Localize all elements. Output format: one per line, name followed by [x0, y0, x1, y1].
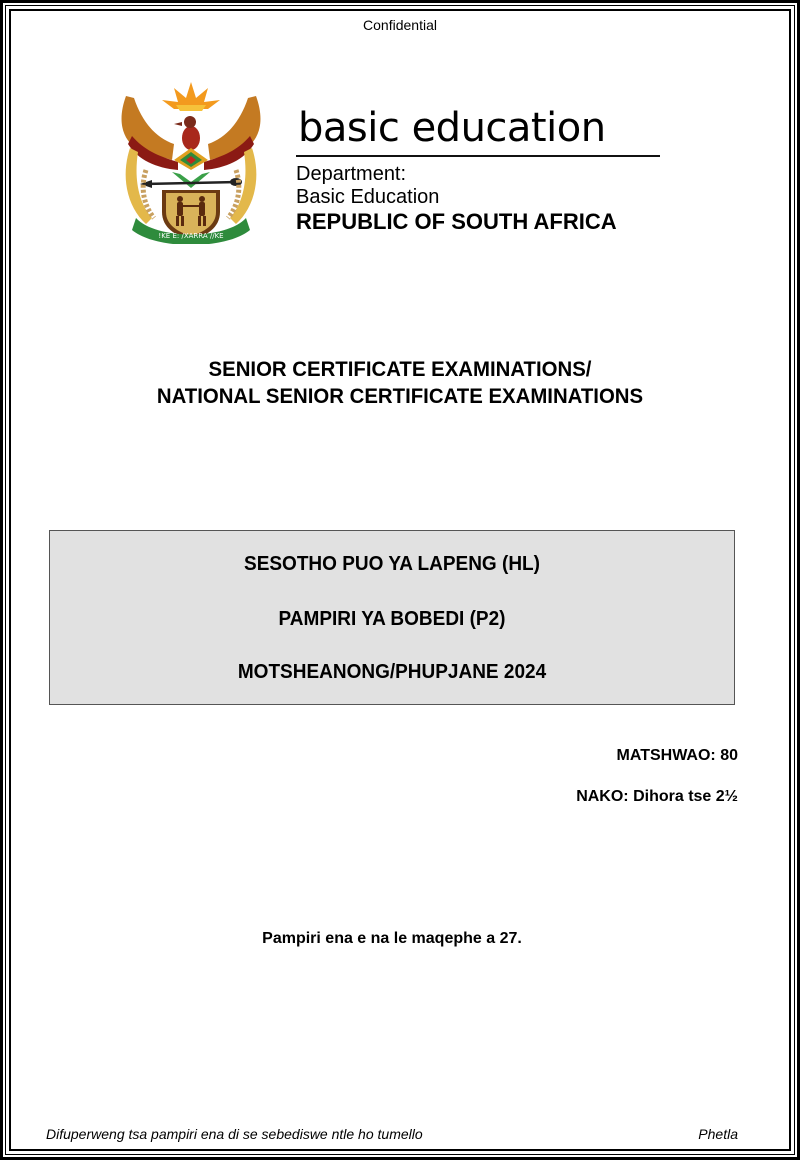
country-name: REPUBLIC OF SOUTH AFRICA [296, 209, 617, 234]
subject-box [49, 530, 735, 705]
coat-of-arms-icon [116, 78, 266, 244]
exam-heading-line1: SENIOR CERTIFICATE EXAMINATIONS/ [208, 358, 592, 381]
department-name: Basic Education [296, 186, 440, 208]
page-count-note: Pampiri ena e na le maqephe a 27. [262, 930, 522, 947]
svg-text:!KE E: /XARRA //KE: !KE E: /XARRA //KE [158, 232, 224, 240]
exam-session: MOTSHEANONG/PHUPJANE 2024 [237, 661, 547, 683]
brand-title: basic education [298, 105, 606, 151]
confidential-label: Confidential [363, 17, 437, 33]
department-logo [296, 104, 662, 234]
subject-title: SESOTHO PUO YA LAPENG (HL) [244, 553, 540, 575]
turn-over-label: Phetla [698, 1126, 738, 1142]
exam-duration: NAKO: Dihora tse 2½ [576, 788, 738, 805]
exam-heading [12, 356, 788, 410]
copyright-notice: Difuperweng tsa pampiri ena di se sebediswe ntle ho tumello [46, 1126, 423, 1142]
total-marks: MATSHWAO: 80 [616, 747, 738, 764]
department-label: Department: [296, 163, 407, 185]
brand-divider [296, 155, 660, 157]
paper-title: PAMPIRI YA BOBEDI (P2) [278, 608, 506, 630]
exam-heading-line2: NATIONAL SENIOR CERTIFICATE EXAMINATIONS [156, 385, 644, 408]
